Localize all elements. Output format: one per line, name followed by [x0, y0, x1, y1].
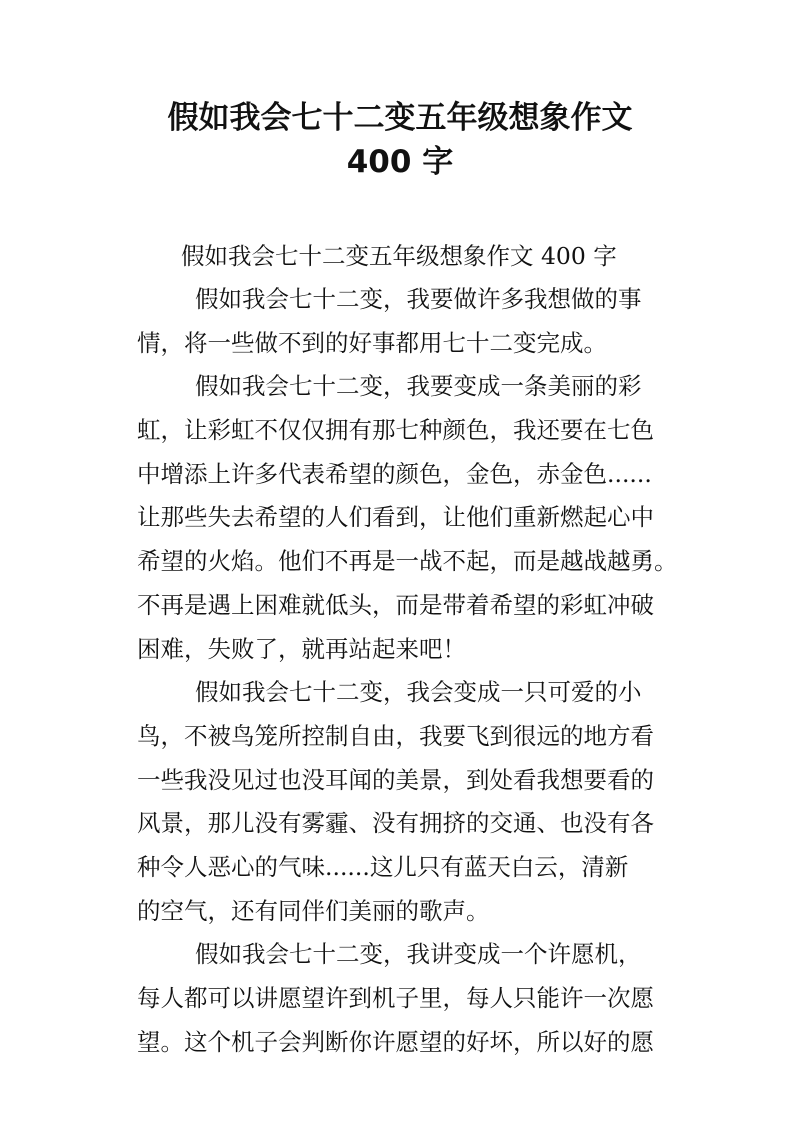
document-subtitle: 假如我会七十二变五年级想象作文 400 字 [181, 242, 617, 270]
paragraph-line: 假如我会七十二变，我要变成一条美丽的彩 [195, 372, 642, 401]
paragraph-line: 假如我会七十二变，我要做许多我想做的事 [195, 285, 642, 313]
paragraph-line: 不再是遇上困难就低头，而是带着希望的彩虹冲破 [137, 590, 654, 619]
paragraph-line: 种令人恶心的气味......这儿只有蓝天白云，清新 [137, 852, 629, 881]
paragraph [137, 671, 677, 933]
document-title-line-2: 400 字 [346, 144, 454, 180]
paragraph-line: 的空气，还有同伴们美丽的歌声。 [137, 896, 490, 925]
paragraph-line: 一些我没见过也没耳闻的美景，到处看我想要看的 [137, 765, 654, 794]
paragraph-line: 假如我会七十二变，我讲变成一个许愿机， [195, 940, 642, 969]
paragraph [137, 933, 677, 1064]
document-title-line-1: 假如我会七十二变五年级想象作文 [167, 100, 633, 136]
paragraph-line: 每人都可以讲愿望许到机子里，每人只能许一次愿 [137, 984, 654, 1012]
paragraph-line: 风景，那儿没有雾霾、没有拥挤的交通、也没有各 [137, 809, 654, 838]
paragraph-line: 情，将一些做不到的好事都用七十二变完成。 [137, 328, 607, 357]
paragraph-line: 希望的火焰。他们不再是一战不起，而是越战越勇。 [137, 547, 678, 576]
paragraph-line: 让那些失去希望的人们看到，让他们重新燃起心中 [137, 503, 654, 532]
paragraph-line: 假如我会七十二变，我会变成一只可爱的小 [195, 678, 642, 707]
paragraph [137, 365, 677, 671]
paragraph-line: 困难，失败了，就再站起来吧！ [137, 634, 466, 663]
paragraph-line: 虹，让彩虹不仅仅拥有那七种颜色，我还要在七色 [137, 416, 654, 445]
paragraph-line: 中增添上许多代表希望的颜色，金色，赤金色...... [137, 459, 652, 488]
paragraph-line: 望。这个机子会判断你许愿望的好坏，所以好的愿 [137, 1027, 654, 1056]
paragraph [137, 278, 677, 365]
paragraph-line: 鸟，不被鸟笼所控制自由，我要飞到很远的地方看 [137, 721, 654, 750]
document-body [137, 234, 677, 1064]
